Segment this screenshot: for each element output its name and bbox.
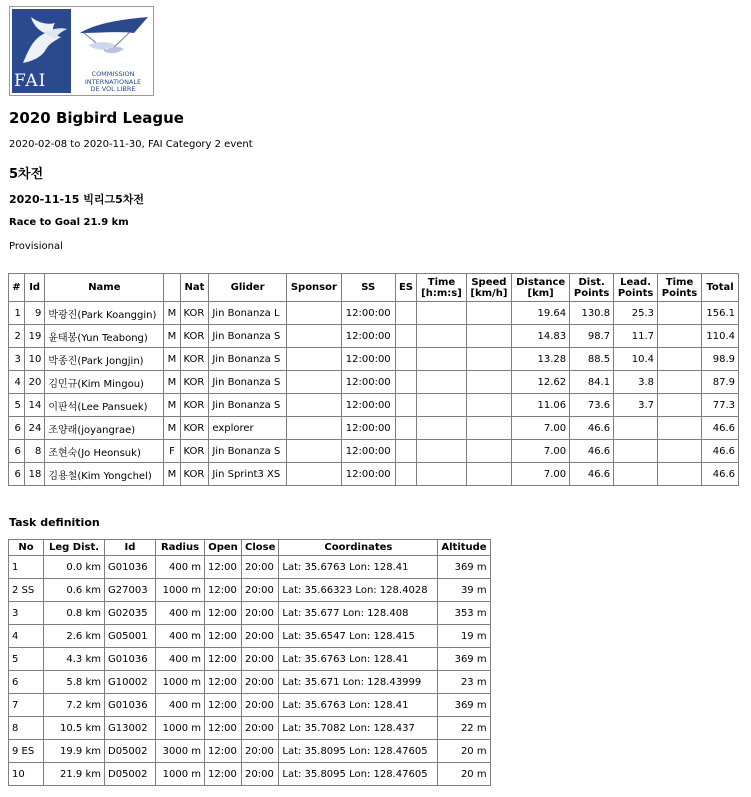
taskdef-cell-radius: 1000 m bbox=[156, 763, 205, 786]
logo-commission-text: COMMISSION INTERNATIONALE DE VOL LIBRE bbox=[84, 70, 142, 93]
table-row bbox=[9, 463, 739, 486]
cell-total: 46.6 bbox=[702, 463, 739, 486]
header-distance: Distance [km] bbox=[512, 274, 570, 302]
taskdef-header-leg: Leg Dist. bbox=[44, 540, 105, 556]
cell-speed bbox=[466, 325, 512, 348]
taskdef-cell-close: 20:00 bbox=[242, 717, 279, 740]
taskdef-cell-radius: 1000 m bbox=[156, 671, 205, 694]
cell-rank: 2 bbox=[9, 325, 25, 348]
taskdef-cell-id: G05001 bbox=[105, 625, 156, 648]
cell-dist-points: 46.6 bbox=[570, 463, 614, 486]
cell-es bbox=[395, 417, 417, 440]
taskdef-cell-open: 12:00 bbox=[205, 648, 242, 671]
header-time: Time [h:m:s] bbox=[417, 274, 466, 302]
taskdef-cell-radius: 1000 m bbox=[156, 579, 205, 602]
taskdef-cell-no: 10 bbox=[9, 763, 44, 786]
cell-glider: Jin Bonanza S bbox=[209, 371, 287, 394]
cell-sex: M bbox=[164, 417, 180, 440]
taskdef-cell-no: 4 bbox=[9, 625, 44, 648]
cell-distance: 11.06 bbox=[512, 394, 570, 417]
table-row bbox=[9, 348, 739, 371]
cell-es bbox=[395, 302, 417, 325]
cell-nat: KOR bbox=[180, 302, 209, 325]
cell-dist-points: 98.7 bbox=[570, 325, 614, 348]
cell-dist-points: 46.6 bbox=[570, 417, 614, 440]
taskdef-cell-leg: 0.0 km bbox=[44, 556, 105, 579]
cell-lead-points bbox=[614, 440, 658, 463]
taskdef-header-radius: Radius bbox=[156, 540, 205, 556]
cell-distance: 14.83 bbox=[512, 325, 570, 348]
taskdef-cell-no: 9 ES bbox=[9, 740, 44, 763]
taskdef-cell-coords: Lat: 35.8095 Lon: 128.47605 bbox=[279, 763, 438, 786]
taskdef-cell-close: 20:00 bbox=[242, 763, 279, 786]
taskdef-cell-no: 8 bbox=[9, 717, 44, 740]
cell-speed bbox=[466, 302, 512, 325]
cell-total: 98.9 bbox=[702, 348, 739, 371]
cell-ss: 12:00:00 bbox=[341, 417, 395, 440]
taskdef-cell-id: G27003 bbox=[105, 579, 156, 602]
taskdef-cell-alt: 369 m bbox=[438, 694, 490, 717]
cell-name: 조양래(joyangrae) bbox=[45, 417, 164, 440]
cell-id: 10 bbox=[24, 348, 44, 371]
cell-total: 87.9 bbox=[702, 371, 739, 394]
cell-time bbox=[417, 325, 466, 348]
cell-dist-points: 73.6 bbox=[570, 394, 614, 417]
results-header-row bbox=[9, 274, 739, 302]
taskdef-cell-alt: 22 m bbox=[438, 717, 490, 740]
taskdef-cell-coords: Lat: 35.66323 Lon: 128.4028 bbox=[279, 579, 438, 602]
taskdef-cell-close: 20:00 bbox=[242, 740, 279, 763]
taskdef-cell-alt: 20 m bbox=[438, 763, 490, 786]
cell-distance: 7.00 bbox=[512, 463, 570, 486]
cell-lead-points: 3.7 bbox=[614, 394, 658, 417]
table-row bbox=[9, 602, 491, 625]
header-es: ES bbox=[395, 274, 417, 302]
cell-lead-points: 11.7 bbox=[614, 325, 658, 348]
header-nat: Nat bbox=[180, 274, 209, 302]
taskdef-cell-alt: 353 m bbox=[438, 602, 490, 625]
taskdef-cell-close: 20:00 bbox=[242, 579, 279, 602]
taskdef-cell-alt: 19 m bbox=[438, 625, 490, 648]
taskdef-cell-open: 12:00 bbox=[205, 694, 242, 717]
taskdef-cell-open: 12:00 bbox=[205, 579, 242, 602]
cell-speed bbox=[466, 463, 512, 486]
cell-lead-points: 10.4 bbox=[614, 348, 658, 371]
taskdef-cell-no: 2 SS bbox=[9, 579, 44, 602]
taskdef-header-row bbox=[9, 540, 491, 556]
cell-total: 46.6 bbox=[702, 440, 739, 463]
cell-speed bbox=[466, 417, 512, 440]
taskdef-cell-open: 12:00 bbox=[205, 717, 242, 740]
results-table bbox=[8, 273, 739, 486]
cell-time-points bbox=[658, 348, 702, 371]
cell-sponsor bbox=[286, 417, 341, 440]
taskdef-header-id: Id bbox=[105, 540, 156, 556]
table-row bbox=[9, 417, 739, 440]
table-row bbox=[9, 325, 739, 348]
cell-glider: Jin Bonanza S bbox=[209, 440, 287, 463]
taskdef-cell-radius: 400 m bbox=[156, 602, 205, 625]
cell-glider: explorer bbox=[209, 417, 287, 440]
taskdef-cell-id: G02035 bbox=[105, 602, 156, 625]
cell-id: 18 bbox=[24, 463, 44, 486]
cell-rank: 5 bbox=[9, 394, 25, 417]
cell-name: 김민규(Kim Mingou) bbox=[45, 371, 164, 394]
table-row bbox=[9, 671, 491, 694]
header-ss: SS bbox=[341, 274, 395, 302]
cell-time bbox=[417, 463, 466, 486]
cell-id: 20 bbox=[24, 371, 44, 394]
cell-es bbox=[395, 440, 417, 463]
header-sponsor: Sponsor bbox=[286, 274, 341, 302]
table-row bbox=[9, 440, 739, 463]
taskdef-body bbox=[9, 556, 491, 786]
cell-ss: 12:00:00 bbox=[341, 394, 395, 417]
taskdef-cell-leg: 5.8 km bbox=[44, 671, 105, 694]
cell-es bbox=[395, 463, 417, 486]
cell-rank: 3 bbox=[9, 348, 25, 371]
cell-total: 110.4 bbox=[702, 325, 739, 348]
taskdef-cell-coords: Lat: 35.6763 Lon: 128.41 bbox=[279, 694, 438, 717]
cell-lead-points bbox=[614, 417, 658, 440]
cell-dist-points: 130.8 bbox=[570, 302, 614, 325]
taskdef-cell-leg: 19.9 km bbox=[44, 740, 105, 763]
taskdef-header-open: Open bbox=[205, 540, 242, 556]
table-row bbox=[9, 394, 739, 417]
cell-total: 77.3 bbox=[702, 394, 739, 417]
taskdef-cell-leg: 10.5 km bbox=[44, 717, 105, 740]
header-total: Total bbox=[702, 274, 739, 302]
cell-id: 24 bbox=[24, 417, 44, 440]
taskdef-cell-no: 7 bbox=[9, 694, 44, 717]
taskdef-header-coordinates: Coordinates bbox=[279, 540, 438, 556]
cell-distance: 13.28 bbox=[512, 348, 570, 371]
cell-ss: 12:00:00 bbox=[341, 440, 395, 463]
cell-nat: KOR bbox=[180, 371, 209, 394]
cell-dist-points: 84.1 bbox=[570, 371, 614, 394]
table-row bbox=[9, 648, 491, 671]
taskdef-cell-id: D05002 bbox=[105, 740, 156, 763]
cell-rank: 6 bbox=[9, 440, 25, 463]
cell-distance: 7.00 bbox=[512, 417, 570, 440]
taskdef-cell-open: 12:00 bbox=[205, 625, 242, 648]
taskdef-cell-close: 20:00 bbox=[242, 694, 279, 717]
taskdef-cell-no: 1 bbox=[9, 556, 44, 579]
task-race-line: Race to Goal 21.9 km bbox=[9, 217, 129, 228]
cell-name: 박광진(Park Koanggin) bbox=[45, 302, 164, 325]
cell-time-points bbox=[658, 325, 702, 348]
cell-distance: 12.62 bbox=[512, 371, 570, 394]
cell-id: 9 bbox=[24, 302, 44, 325]
header-name: Name bbox=[45, 274, 164, 302]
taskdef-cell-alt: 369 m bbox=[438, 648, 490, 671]
cell-nat: KOR bbox=[180, 463, 209, 486]
taskdef-cell-coords: Lat: 35.671 Lon: 128.43999 bbox=[279, 671, 438, 694]
cell-sponsor bbox=[286, 440, 341, 463]
table-row bbox=[9, 579, 491, 602]
cell-name: 이판석(Lee Pansuek) bbox=[45, 394, 164, 417]
taskdef-cell-coords: Lat: 35.677 Lon: 128.408 bbox=[279, 602, 438, 625]
cell-nat: KOR bbox=[180, 394, 209, 417]
taskdef-cell-radius: 400 m bbox=[156, 625, 205, 648]
cell-ss: 12:00:00 bbox=[341, 348, 395, 371]
taskdef-cell-alt: 369 m bbox=[438, 556, 490, 579]
taskdef-cell-id: G13002 bbox=[105, 717, 156, 740]
cell-sponsor bbox=[286, 302, 341, 325]
taskdef-cell-close: 20:00 bbox=[242, 556, 279, 579]
cell-nat: KOR bbox=[180, 325, 209, 348]
taskdef-cell-open: 12:00 bbox=[205, 602, 242, 625]
taskdef-cell-id: G01036 bbox=[105, 648, 156, 671]
cell-glider: Jin Sprint3 XS bbox=[209, 463, 287, 486]
cell-glider: Jin Bonanza S bbox=[209, 394, 287, 417]
cell-name: 김용철(Kim Yongchel) bbox=[45, 463, 164, 486]
taskdef-cell-open: 12:00 bbox=[205, 556, 242, 579]
taskdef-header-altitude: Altitude bbox=[438, 540, 490, 556]
cell-sponsor bbox=[286, 371, 341, 394]
eagle-icon bbox=[15, 13, 70, 68]
cell-distance: 19.64 bbox=[512, 302, 570, 325]
cell-sponsor bbox=[286, 325, 341, 348]
cell-ss: 12:00:00 bbox=[341, 463, 395, 486]
table-row bbox=[9, 302, 739, 325]
taskdef-cell-radius: 400 m bbox=[156, 648, 205, 671]
cell-sponsor bbox=[286, 394, 341, 417]
cell-time bbox=[417, 394, 466, 417]
taskdef-cell-id: D05002 bbox=[105, 763, 156, 786]
taskdef-cell-no: 5 bbox=[9, 648, 44, 671]
taskdef-cell-coords: Lat: 35.8095 Lon: 128.47605 bbox=[279, 740, 438, 763]
cell-ss: 12:00:00 bbox=[341, 371, 395, 394]
taskdef-cell-radius: 400 m bbox=[156, 694, 205, 717]
taskdef-cell-leg: 4.3 km bbox=[44, 648, 105, 671]
cell-total: 156.1 bbox=[702, 302, 739, 325]
cell-time-points bbox=[658, 463, 702, 486]
table-row bbox=[9, 371, 739, 394]
taskdef-cell-radius: 1000 m bbox=[156, 717, 205, 740]
competition-title: 2020 Bigbird League bbox=[9, 109, 184, 127]
taskdef-cell-leg: 21.9 km bbox=[44, 763, 105, 786]
taskdef-cell-no: 3 bbox=[9, 602, 44, 625]
task-definition-title: Task definition bbox=[9, 516, 100, 529]
cell-sex: M bbox=[164, 394, 180, 417]
cell-sex: F bbox=[164, 440, 180, 463]
taskdef-cell-leg: 2.6 km bbox=[44, 625, 105, 648]
cell-rank: 4 bbox=[9, 371, 25, 394]
cell-time bbox=[417, 348, 466, 371]
table-row bbox=[9, 625, 491, 648]
taskdef-cell-id: G01036 bbox=[105, 694, 156, 717]
taskdef-cell-coords: Lat: 35.6763 Lon: 128.41 bbox=[279, 648, 438, 671]
cell-nat: KOR bbox=[180, 417, 209, 440]
taskdef-cell-open: 12:00 bbox=[205, 740, 242, 763]
taskdef-cell-id: G01036 bbox=[105, 556, 156, 579]
status-label: Provisional bbox=[9, 241, 63, 252]
cell-nat: KOR bbox=[180, 348, 209, 371]
taskdef-cell-close: 20:00 bbox=[242, 625, 279, 648]
taskdef-cell-open: 12:00 bbox=[205, 671, 242, 694]
cell-speed bbox=[466, 348, 512, 371]
taskdef-cell-alt: 20 m bbox=[438, 740, 490, 763]
cell-id: 19 bbox=[24, 325, 44, 348]
taskdef-cell-leg: 0.8 km bbox=[44, 602, 105, 625]
taskdef-cell-coords: Lat: 35.6547 Lon: 128.415 bbox=[279, 625, 438, 648]
cell-id: 14 bbox=[24, 394, 44, 417]
cell-speed bbox=[466, 371, 512, 394]
taskdef-cell-open: 12:00 bbox=[205, 763, 242, 786]
cell-time-points bbox=[658, 440, 702, 463]
cell-speed bbox=[466, 440, 512, 463]
taskdef-cell-close: 20:00 bbox=[242, 671, 279, 694]
cell-dist-points: 88.5 bbox=[570, 348, 614, 371]
taskdef-cell-coords: Lat: 35.7082 Lon: 128.437 bbox=[279, 717, 438, 740]
cell-id: 8 bbox=[24, 440, 44, 463]
cell-glider: Jin Bonanza L bbox=[209, 302, 287, 325]
table-row bbox=[9, 740, 491, 763]
cell-ss: 12:00:00 bbox=[341, 302, 395, 325]
taskdef-cell-no: 6 bbox=[9, 671, 44, 694]
cell-time-points bbox=[658, 302, 702, 325]
taskdef-cell-radius: 400 m bbox=[156, 556, 205, 579]
cell-speed bbox=[466, 394, 512, 417]
taskdef-cell-close: 20:00 bbox=[242, 648, 279, 671]
cell-time-points bbox=[658, 417, 702, 440]
taskdef-header-close: Close bbox=[242, 540, 279, 556]
taskdef-cell-alt: 23 m bbox=[438, 671, 490, 694]
cell-sex: M bbox=[164, 371, 180, 394]
taskdef-cell-leg: 7.2 km bbox=[44, 694, 105, 717]
table-row bbox=[9, 717, 491, 740]
cell-glider: Jin Bonanza S bbox=[209, 325, 287, 348]
cell-lead-points: 25.3 bbox=[614, 302, 658, 325]
logo-fai-text: FAI bbox=[14, 71, 47, 91]
taskdef-cell-radius: 3000 m bbox=[156, 740, 205, 763]
cell-es bbox=[395, 325, 417, 348]
cell-lead-points bbox=[614, 463, 658, 486]
cell-time bbox=[417, 417, 466, 440]
taskdef-cell-id: G10002 bbox=[105, 671, 156, 694]
cell-rank: 6 bbox=[9, 417, 25, 440]
header-time-points: Time Points bbox=[658, 274, 702, 302]
cell-glider: Jin Bonanza S bbox=[209, 348, 287, 371]
cell-es bbox=[395, 348, 417, 371]
header-speed: Speed [km/h] bbox=[466, 274, 512, 302]
taskdef-cell-alt: 39 m bbox=[438, 579, 490, 602]
cell-dist-points: 46.6 bbox=[570, 440, 614, 463]
table-row bbox=[9, 763, 491, 786]
table-row bbox=[9, 556, 491, 579]
header-id: Id bbox=[24, 274, 44, 302]
cell-sex: M bbox=[164, 325, 180, 348]
task-name: 5차전 bbox=[9, 167, 44, 182]
cell-es bbox=[395, 394, 417, 417]
cell-sex: M bbox=[164, 302, 180, 325]
cell-total: 46.6 bbox=[702, 417, 739, 440]
cell-time-points bbox=[658, 394, 702, 417]
cell-sponsor bbox=[286, 348, 341, 371]
cell-lead-points: 3.8 bbox=[614, 371, 658, 394]
taskdef-header-no: No bbox=[9, 540, 44, 556]
cell-time bbox=[417, 371, 466, 394]
cell-name: 박종진(Park Jongjin) bbox=[45, 348, 164, 371]
cell-sex: M bbox=[164, 463, 180, 486]
results-body bbox=[9, 302, 739, 486]
cell-rank: 6 bbox=[9, 463, 25, 486]
cell-nat: KOR bbox=[180, 440, 209, 463]
competition-dates: 2020-02-08 to 2020-11-30, FAI Category 2 event bbox=[9, 139, 253, 150]
cell-sponsor bbox=[286, 463, 341, 486]
cell-time bbox=[417, 302, 466, 325]
header-glider: Glider bbox=[209, 274, 287, 302]
cell-rank: 1 bbox=[9, 302, 25, 325]
cell-name: 조현숙(Jo Heonsuk) bbox=[45, 440, 164, 463]
cell-time bbox=[417, 440, 466, 463]
task-definition-table bbox=[8, 539, 491, 786]
cell-name: 윤태봉(Yun Teabong) bbox=[45, 325, 164, 348]
taskdef-cell-coords: Lat: 35.6763 Lon: 128.41 bbox=[279, 556, 438, 579]
table-row bbox=[9, 694, 491, 717]
header-rank: # bbox=[9, 274, 25, 302]
taskdef-cell-close: 20:00 bbox=[242, 602, 279, 625]
hang-glider-icon bbox=[74, 11, 152, 69]
cell-distance: 7.00 bbox=[512, 440, 570, 463]
taskdef-cell-leg: 0.6 km bbox=[44, 579, 105, 602]
cell-sex: M bbox=[164, 348, 180, 371]
header-lead-points: Lead. Points bbox=[614, 274, 658, 302]
cell-es bbox=[395, 371, 417, 394]
header-sex bbox=[164, 274, 180, 302]
fai-logo bbox=[9, 6, 154, 96]
cell-time-points bbox=[658, 371, 702, 394]
header-dist-points: Dist. Points bbox=[570, 274, 614, 302]
cell-ss: 12:00:00 bbox=[341, 325, 395, 348]
task-date-line: 2020-11-15 빅리그5차전 bbox=[9, 193, 144, 206]
